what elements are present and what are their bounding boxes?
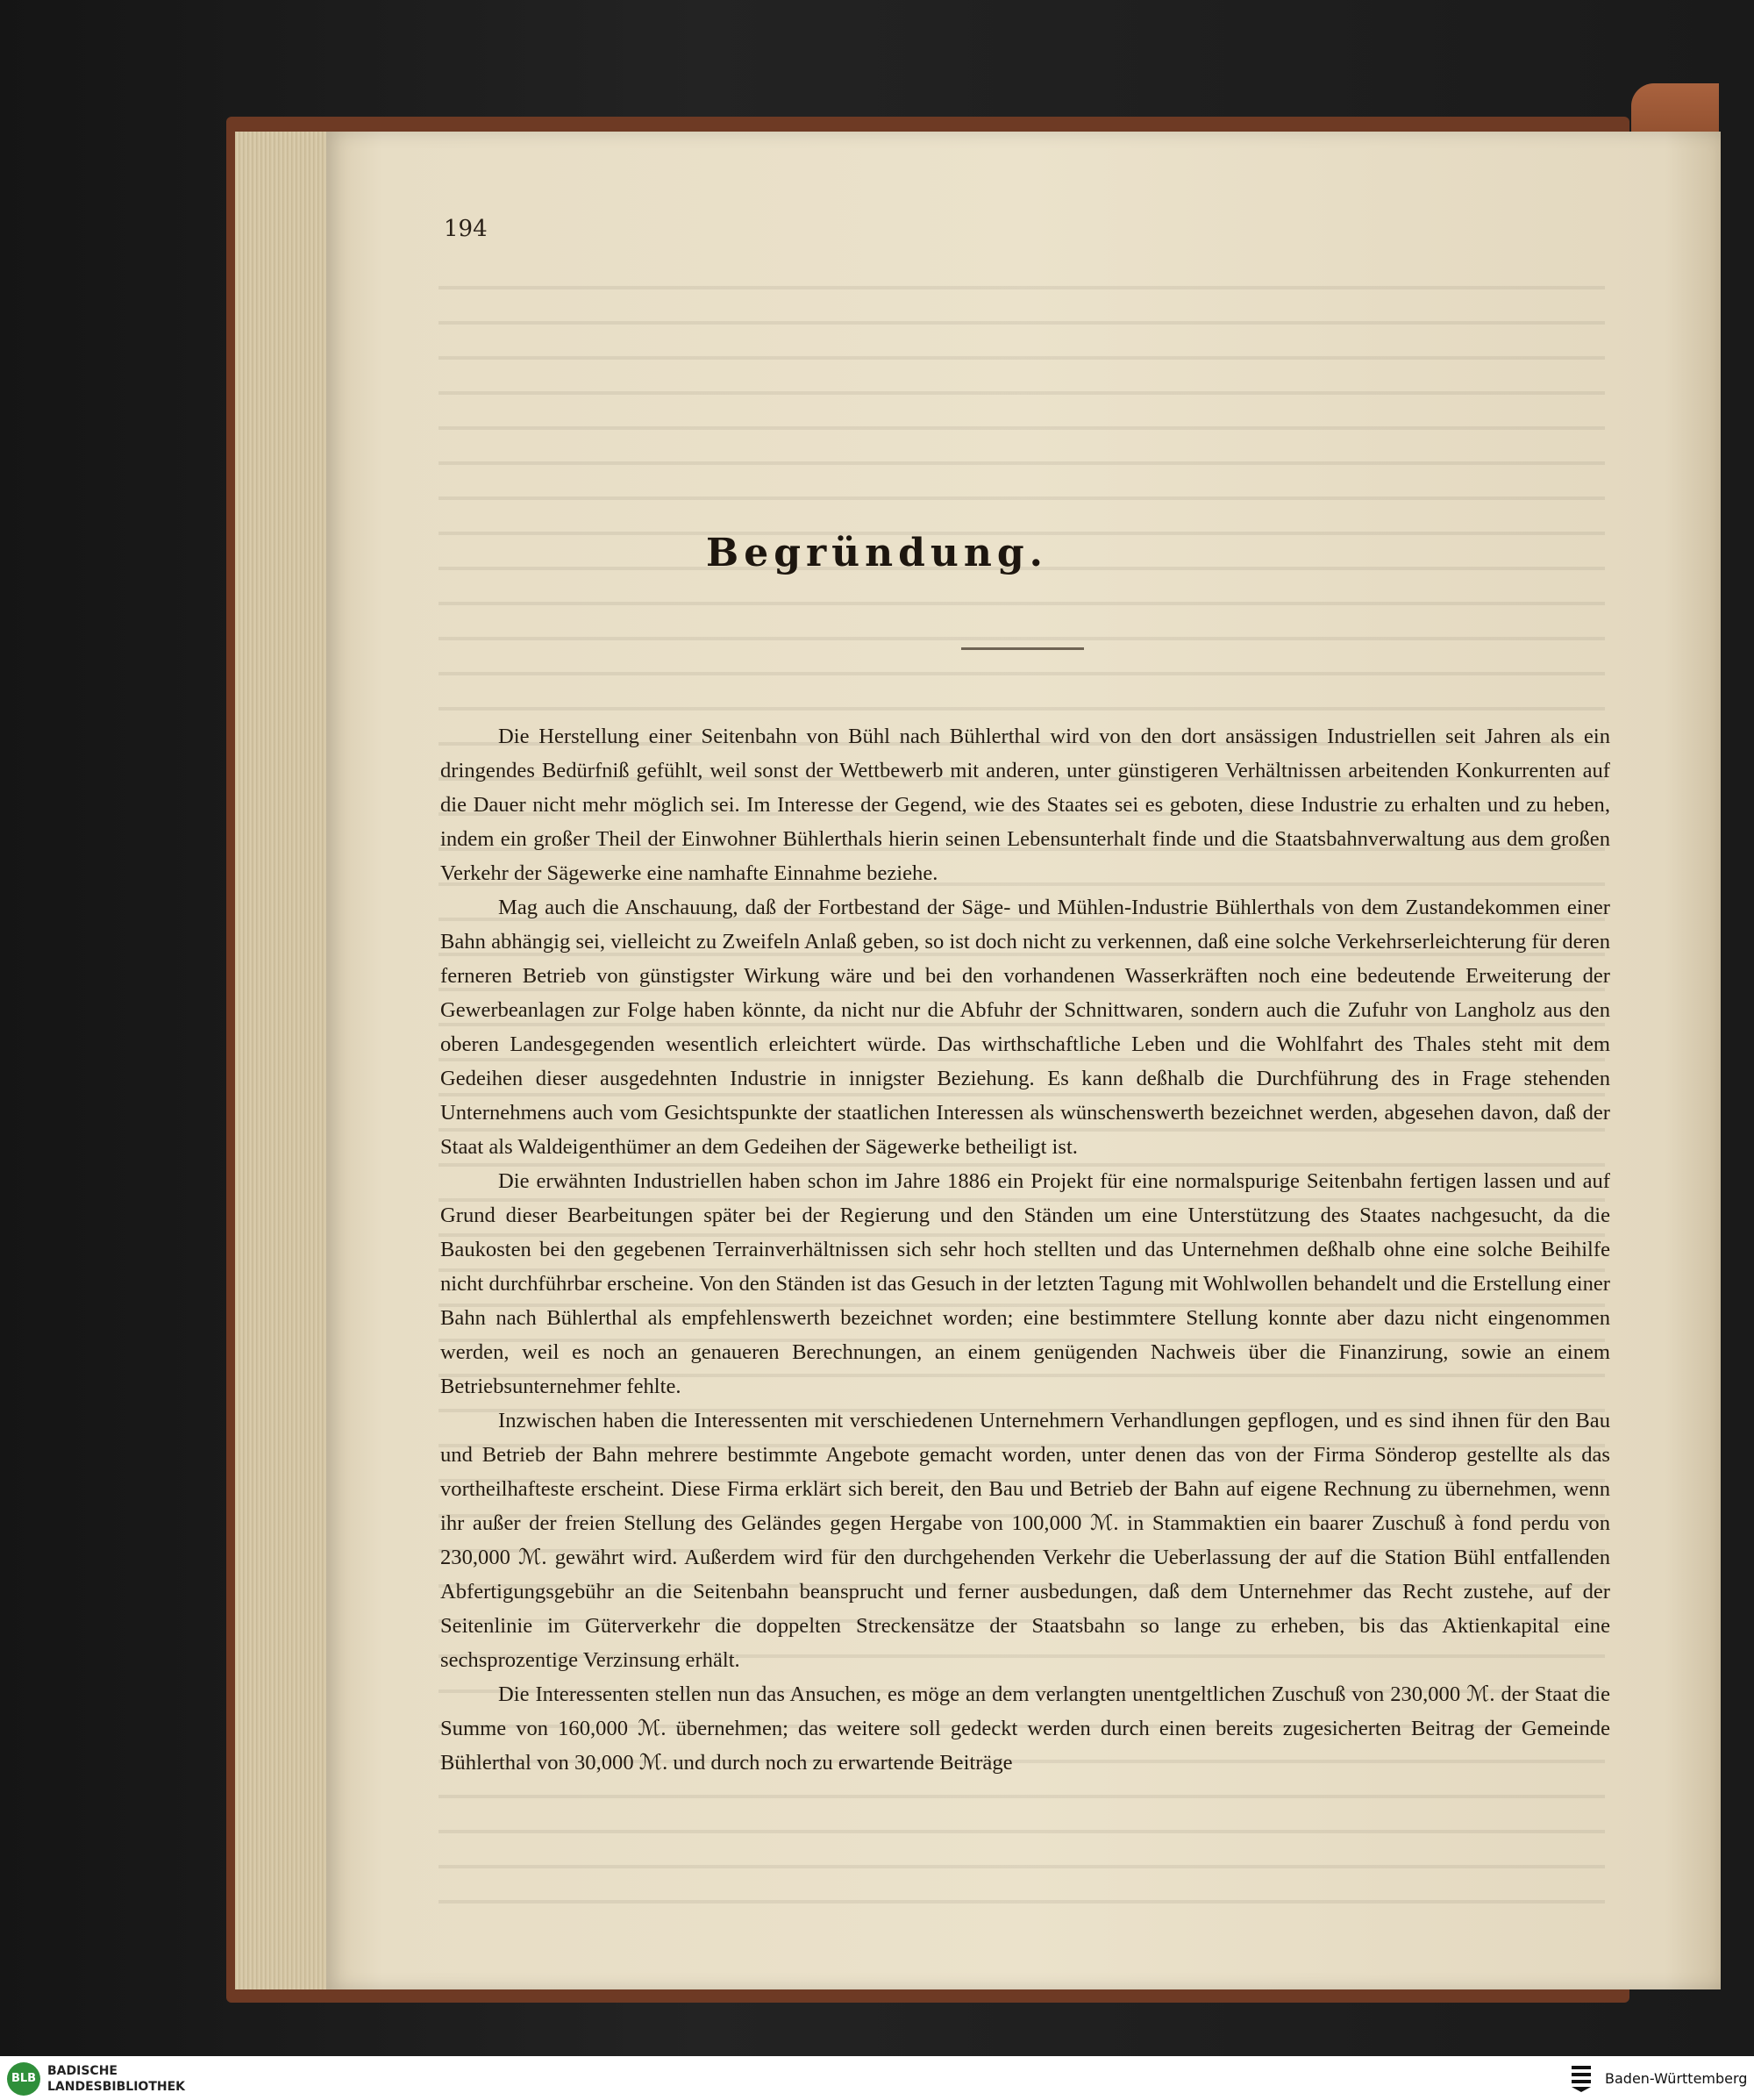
section-heading: Begründung. <box>706 531 1048 575</box>
heading-rule <box>961 647 1084 650</box>
baden-wuerttemberg-lion-icon <box>1570 2063 1593 2093</box>
state-name[interactable]: Baden-Württemberg <box>1605 2070 1748 2087</box>
library-name[interactable] <box>47 2063 185 2095</box>
blb-logo-icon[interactable]: BLB <box>7 2062 40 2096</box>
paragraph-1: Die Herstellung einer Seitenbahn von Bühl nach Bühlerthal wird von den dort ansässigen Industriellen seit Jahren als ein dringendes Bedürfniß gefühlt, weil sonst der Wettbewerb mit anderen, unter günstigeren Verhältnissen arbeitenden Konkurrenten auf die Dauer nicht mehr möglich sei. Im Interesse der Gegend, wie des Staates sei es geboten, diese Industrie zu erhalten und zu heben, indem ein großer Theil der Einwohner Bühlerthals hierin seinen Lebensunterhalt finde und die Staatsbahnverwaltung aus dem großen Verkehr der Sägewerke eine namhafte Einnahme beziehe. <box>440 725 1610 885</box>
paragraph-4: Inzwischen haben die Interessenten mit verschiedenen Unternehmern Verhandlungen gepflogen, und es sind ihnen für den Bau und Betrieb der Bahn mehrere bestimmte Angebote gemacht worden, unter denen das von der Firma Sönderop gestellte als das vortheilhafteste erscheint. Diese Firma erklärt sich bereit, den Bau und Betrieb der Bahn auf eigene Rechnung zu übernehmen, wenn ihr außer der freien Stellung des Geländes gegen Hergabe von 100,000 ℳ. in Stammaktien ein baarer Zuschuß à fond perdu von 230,000 ℳ. gewährt wird. Außerdem wird für den durchgehenden Verkehr die Ueberlassung der auf die Station Bühl entfallenden Abfertigungsgebühr an die Seitenbahn beansprucht und ferner ausbedungen, daß dem Unternehmer das Recht zustehe, auf der Seitenlinie im Güterverkehr die doppelten Streckensätze der Staatsbahn so lange zu erheben, bis das Aktienkapital eine sechsprozentige Verzinsung erhält. <box>440 1409 1610 1672</box>
library-name-line1: BADISCHE <box>47 2064 118 2078</box>
page-number: 194 <box>444 216 488 242</box>
paragraph-5: Die Interessenten stellen nun das Ansuchen, es möge an dem verlangten unentgeltlichen Zuschuß von 230,000 ℳ. der Staat die Summe von 160,000 ℳ. übernehmen; das weitere soll gedeckt werden durch einen bereits zugesicherten Beitrag der Gemeinde Bühlerthal von 30,000 ℳ. und durch noch zu erwartende Beiträge <box>440 1682 1610 1775</box>
paragraph-3: Die erwähnten Industriellen haben schon im Jahre 1886 ein Projekt für eine normalspurige Seitenbahn fertigen lassen und auf Grund dieser Bearbeitungen später bei der Regierung und den Ständen um eine Unterstützung des Staates nachgesucht, da die Baukosten bei den gegebenen Terrainverhältnissen sich sehr hoch stellten und das Unternehmen deßhalb ohne eine solche Beihilfe nicht durchführbar erscheine. Von den Ständen ist das Gesuch in der letzten Tagung mit Wohlwollen behandelt und die Erstellung einer Bahn nach Bühlerthal als empfehlenswerth bezeichnet worden; eine bestimmtere Stellung konnte aber dazu nicht eingenommen werden, weil es noch an genaueren Berechnungen, an einem genügenden Nachweis über die Finanzirung, sowie an einem Betriebsunternehmer fehlte. <box>440 1169 1610 1398</box>
library-name-line2: LANDESBIBLIOTHEK <box>47 2080 186 2094</box>
paragraph-2: Mag auch die Anschauung, daß der Fortbestand der Säge- und Mühlen-Industrie Bühlerthals von dem Zustandekommen einer Bahn abhängig sei, vielleicht zu Zweifeln Anlaß geben, so ist doch nicht zu verkennen, daß eine solche Verkehrserleichterung für deren ferneren Betrieb von günstigster Wirkung wäre und bei den vorhandenen Wasserkräften noch eine bedeutende Erweiterung der Gewerbeanlagen zur Folge haben könnte, da nicht nur die Abfuhr der Schnittwaren, sondern auch die Zufuhr von Langholz aus den oberen Landesgegenden wesentlich erleichtert würde. Das wirthschaftliche Leben und die Wohlfahrt des Thales steht mit dem Gedeihen dieser ausgedehnten Industrie in innigster Beziehung. Es kann deßhalb die Durchführung des in Frage stehenden Unternehmens auch vom Gesichtspunkte der staatlichen Interessen als wünschenswerth bezeichnet werden, abgesehen davon, daß der Staat als Waldeigenthümer an dem Gedeihen der Sägewerke betheiligt ist. <box>440 896 1610 1159</box>
page-edges <box>235 132 339 1989</box>
body-text <box>440 719 1610 1780</box>
viewer-footer <box>0 2056 1754 2100</box>
